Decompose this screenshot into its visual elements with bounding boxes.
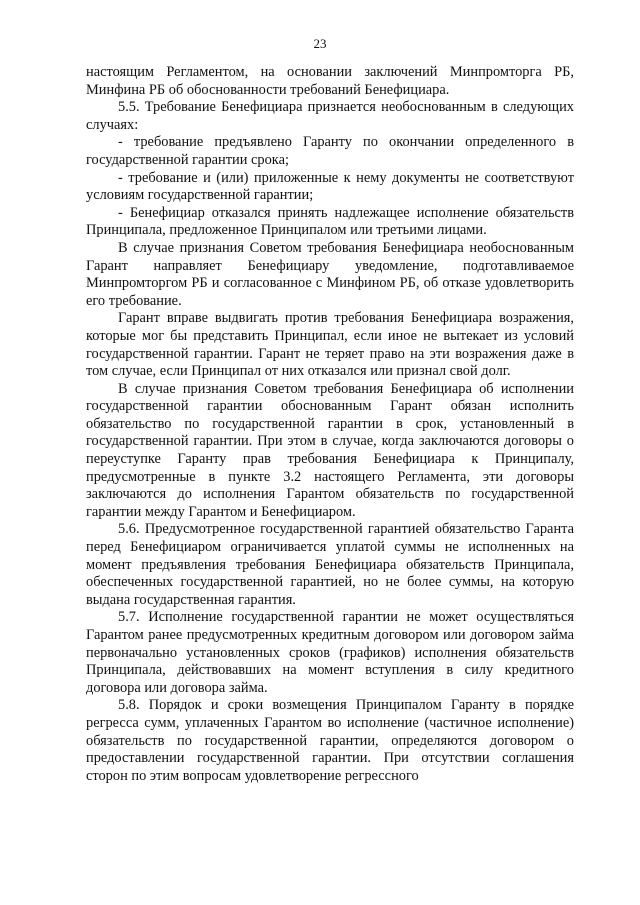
document-body	[86, 64, 574, 785]
paragraph: В случае признания Советом требования Бенефициара необоснованным Гарант направляет Бенефициару уведомление, подготавливаемое Минпромторгом РБ и согласованное с Минфином РБ, об отказе удовлетворить его требование.	[86, 239, 574, 309]
paragraph: - требование предъявлено Гаранту по окончании определенного в государственной гарантии срока;	[86, 134, 574, 168]
paragraph: настоящим Регламентом, на основании заключений Минпромторга РБ, Минфина РБ об обоснованности требований Бенефициара.	[86, 64, 574, 98]
paragraph: В случае признания Советом требования Бенефициара об исполнении государственной гарантии обоснованным Гарант обязан исполнить обязательство по государственной гарантии в срок, установленный в государственной гарантии. При этом в случае, когда заключаются договоры о переуступке Гаранту прав требования Бенефициара к Принципалу, предусмотренные в пункте 3.2 настоящего Регламента, эти договоры заключаются до исполнения Гарантом обязательств по государственной гарантии между Гарантом и Бенефициаром.	[86, 380, 574, 520]
paragraph: 5.5. Требование Бенефициара признается необоснованным в следующих случаях:	[86, 99, 574, 133]
paragraph: - требование и (или) приложенные к нему документы не соответствуют условиям государственной гарантии;	[86, 169, 574, 204]
page-number: 23	[313, 36, 327, 51]
paragraph: 5.8. Порядок и сроки возмещения Принципалом Гаранту в порядке регресса сумм, уплаченных Гарантом во исполнение (частичное исполнение) обязательств по государственной гарантии, определяются договором о предоставлении государственной гарантии. При отсутствии соглашения сторон по этим вопросам удовлетворение регрессного	[86, 697, 574, 784]
paragraph: Гарант вправе выдвигать против требования Бенефициара возражения, которые мог бы представить Принципал, если иное не вытекает из условий государственной гарантии. Гарант не теряет право на эти возражения даже в том случае, если Принципал от них отказался или признал свой долг.	[86, 310, 574, 380]
paragraph: 5.6. Предусмотренное государственной гарантией обязательство Гаранта перед Бенефициаром ограничивается уплатой суммы не исполненных на момент предъявления требования Бенефициара обязательств Принципала, обеспеченных государственной гарантией, но не более суммы, на которую выдана государственная гарантия.	[86, 521, 574, 608]
paragraph: - Бенефициар отказался принять надлежащее исполнение обязательств Принципала, предложенное Принципалом или третьими лицами.	[86, 204, 574, 239]
paragraph: 5.7. Исполнение государственной гарантии не может осуществляться Гарантом ранее предусмотренных кредитным договором или договором займа первоначально установленных сроков (графиков) исполнения обязательств Принципала, действовавших на момент вступления в силу кредитного договора или договора займа.	[86, 609, 574, 696]
